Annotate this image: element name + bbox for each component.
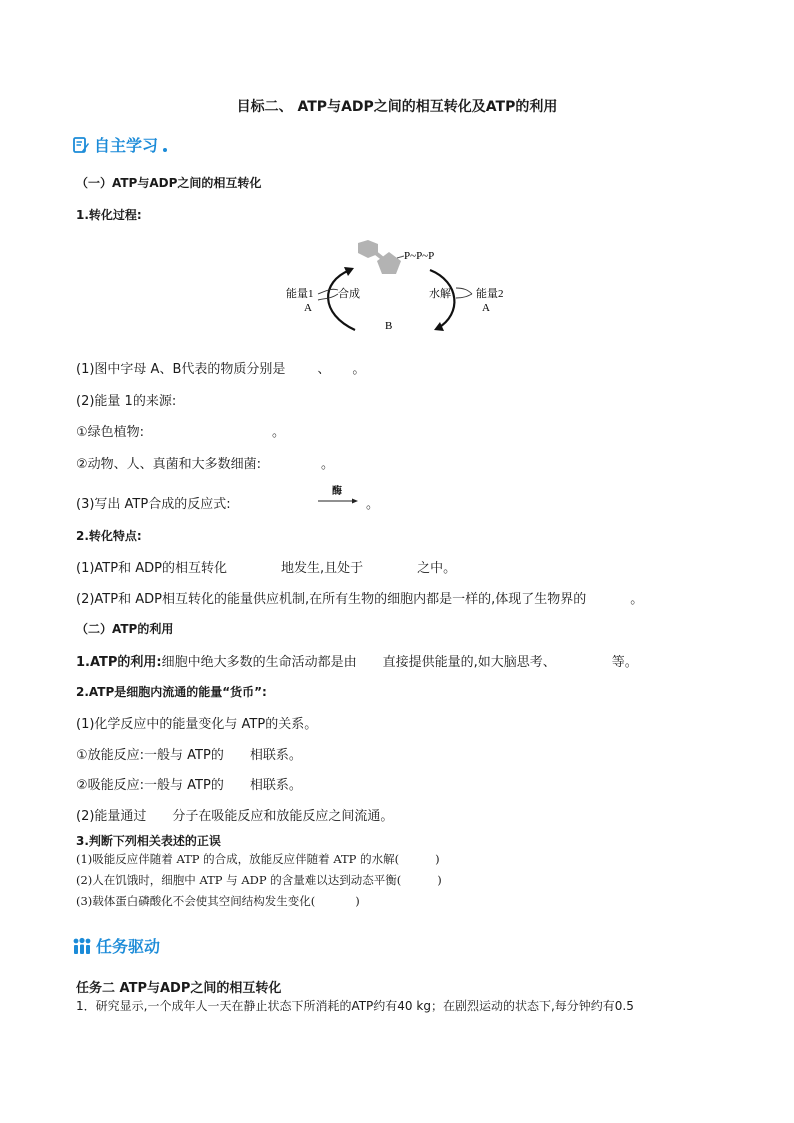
q1-2b-text: ②动物、人、真菌和大多数细菌:	[76, 457, 262, 472]
q2-2-period: 。	[630, 592, 644, 607]
task-label: 任务驱动	[96, 937, 161, 956]
hydrolysis-arrowhead	[434, 322, 444, 331]
judgement-2-close: )	[437, 873, 442, 887]
u1-end: 等。	[611, 655, 638, 670]
task2-q1: 1．研究显示,一个成年人一天在静止状态下所消耗的ATP约有40 kg；在剧烈运动的状态下,每分钟约有0.5	[76, 999, 634, 1013]
q1-2b-line	[76, 453, 334, 472]
phosphate-bond	[397, 256, 404, 258]
judgement-3	[76, 893, 360, 909]
adenine-ring-shape	[358, 240, 378, 258]
enzyme-label: 酶	[332, 486, 342, 497]
energy1-label: 能量1	[286, 288, 314, 300]
q1-1-comma: 、	[317, 362, 331, 377]
u1-line	[76, 651, 638, 670]
part1-title: （一）ATP与ADP之间的相互转化	[76, 176, 262, 190]
u2-1a-end: 相联系。	[249, 748, 302, 763]
u2-1b-end: 相联系。	[249, 778, 302, 793]
q1-2a-text: ①绿色植物:	[76, 425, 145, 440]
synthesis-arrow	[328, 270, 355, 330]
q1-title: 1.转化过程:	[76, 208, 142, 222]
energy2-curve	[456, 288, 472, 294]
q1-3-period: 。	[366, 497, 380, 512]
u2-1-line: (1)化学反应中的能量变化与 ATP的关系。	[76, 717, 318, 732]
u2-2-line	[76, 805, 393, 824]
dot-decoration-icon	[162, 136, 168, 154]
q1-1-line	[76, 358, 365, 377]
u2-1a-text: ①放能反应:一般与 ATP的	[76, 748, 224, 763]
u2-2a-text: (2)能量通过	[76, 809, 147, 824]
judgement-title: 3.判断下列相关表述的正误	[76, 834, 221, 848]
energy2-label: 能量2	[476, 288, 504, 300]
team-people-icon	[72, 937, 92, 955]
q1-2b-period: 。	[321, 457, 335, 472]
judgement-3-text: (3)载体蛋白磷酸化不会使其空间结构发生变化(	[76, 894, 316, 908]
u2-1a-line	[76, 744, 302, 763]
judgement-2	[76, 872, 442, 888]
q1-3-line: (3)写出 ATP合成的反应式:	[76, 497, 231, 512]
notebook-pen-icon	[72, 136, 90, 154]
u2-1b-line	[76, 774, 302, 793]
synthesis-label: 合成	[338, 288, 360, 300]
phosphate-chain-label: P~P~P	[404, 250, 435, 262]
q2-1c-text: 之中。	[417, 561, 457, 576]
judgement-2-text: (2)人在饥饿时，细胞中 ATP 与 ADP 的含量难以达到动态平衡(	[76, 873, 402, 887]
q1-1-text: (1)图中字母 A、B代表的物质分别是	[76, 362, 286, 377]
judgement-1-close: )	[435, 852, 440, 866]
q1-2a-line	[76, 421, 285, 440]
a-right-label: A	[482, 302, 490, 314]
page-title: 目标二、 ATP与ADP之间的相互转化及ATP的利用	[236, 99, 558, 115]
task2-title: 任务二 ATP与ADP之间的相互转化	[76, 981, 282, 996]
reaction-arrow-icon	[318, 497, 358, 505]
judgement-3-close: )	[355, 894, 360, 908]
judgement-1	[76, 851, 440, 867]
hydrolysis-label: 水解	[429, 288, 451, 300]
u1-head: 1.ATP的利用:	[76, 655, 162, 670]
q1-1-period: 。	[352, 362, 366, 377]
u2-2b-text: 分子在吸能反应和放能反应之间流通。	[172, 809, 394, 824]
task-heading	[72, 934, 160, 957]
u2-title: 2.ATP是细胞内流通的能量“货币”:	[76, 685, 267, 699]
q1-2a-period: 。	[272, 425, 286, 440]
self-study-heading	[72, 133, 168, 156]
u1-text: 细胞中绝大多数的生命活动都是由	[161, 655, 357, 670]
u2-1b-text: ②吸能反应:一般与 ATP的	[76, 778, 224, 793]
q2-1b-text: 地发生,且处于	[280, 561, 364, 576]
q2-2-text: (2)ATP和 ADP相互转化的能量供应机制,在所有生物的细胞内都是一样的,体现了生物界的	[76, 592, 587, 607]
self-study-label: 自主学习	[94, 136, 159, 155]
q1-2-line: (2)能量 1的来源:	[76, 394, 177, 409]
part2-title: （二）ATP的利用	[76, 622, 174, 636]
q2-title: 2.转化特点:	[76, 529, 142, 543]
a-left-label: A	[304, 302, 312, 314]
energy2-curve-2	[456, 294, 472, 298]
q2-1a-text: (1)ATP和 ADP的相互转化	[76, 561, 227, 576]
q2-2-line	[76, 588, 643, 607]
b-label: B	[385, 320, 393, 332]
judgement-1-text: (1)吸能反应伴随着 ATP 的合成，放能反应伴随着 ATP 的水解(	[76, 852, 400, 866]
q2-1-line	[76, 557, 456, 576]
atp-adp-cycle-diagram	[280, 236, 520, 336]
u1-text2: 直接提供能量的,如大脑思考、	[382, 655, 556, 670]
